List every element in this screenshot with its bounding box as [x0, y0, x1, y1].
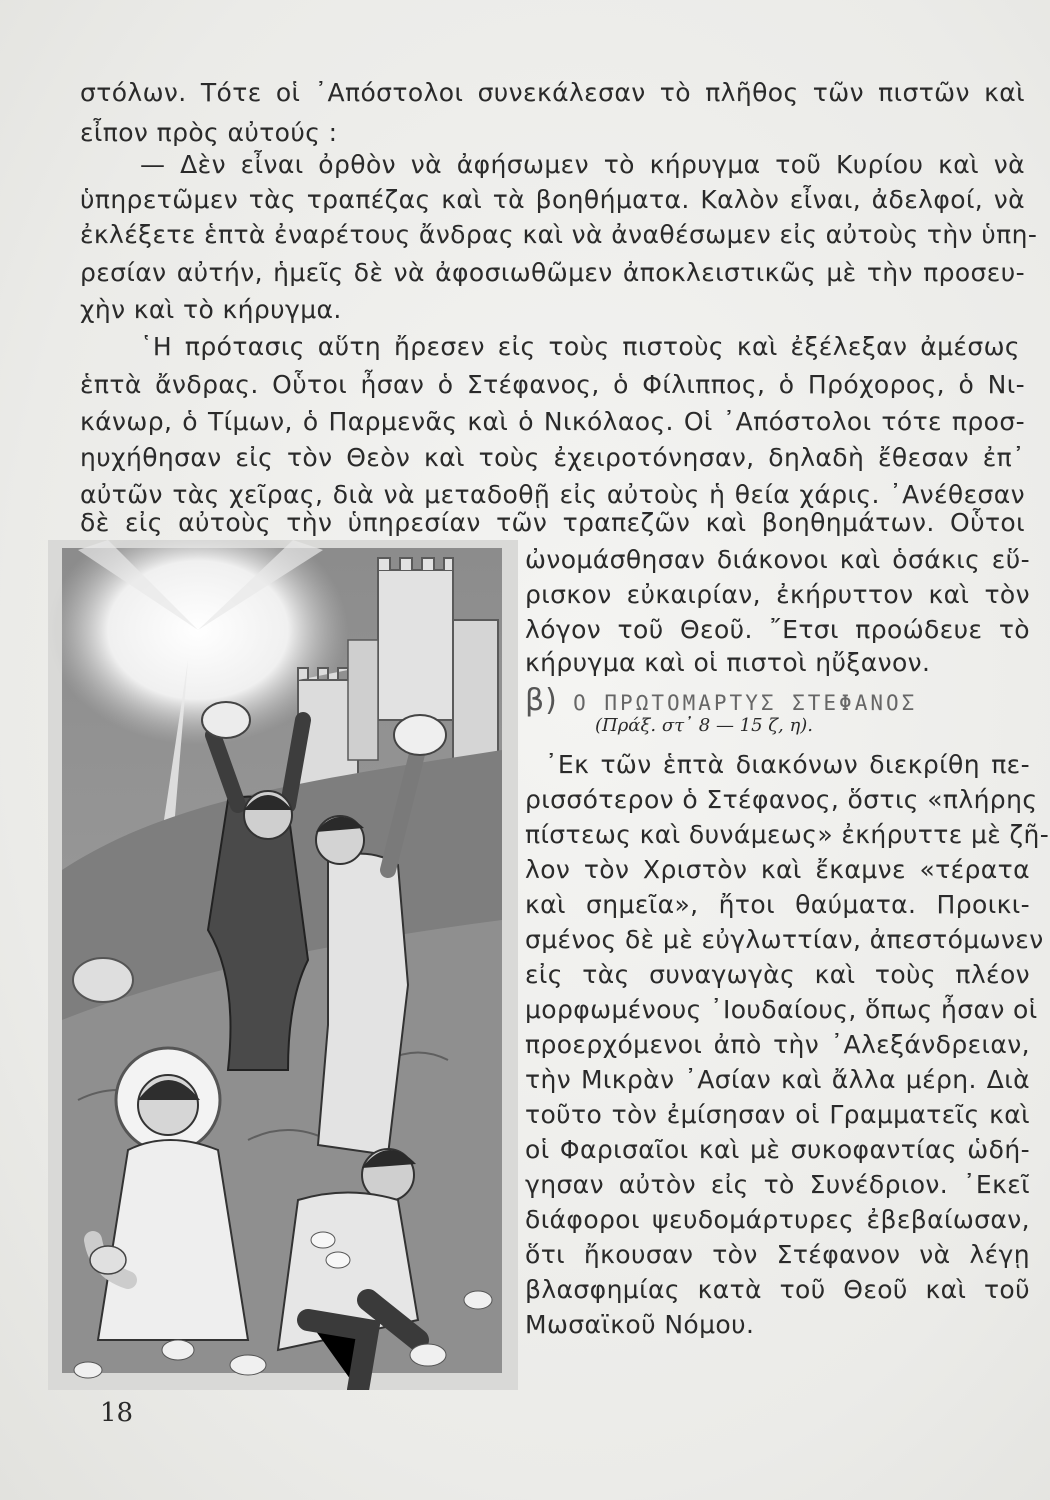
text-line: ἑπτὰ ἄνδρας. Οὗτοι ἦσαν ὁ Στέφανος, ὁ Φίλιππος, ὁ Πρόχορος, ὁ Νι-: [80, 370, 1025, 399]
text-line: ᾿Εκ τῶν ἑπτὰ διακόνων διεκρίθη πε-: [545, 750, 1030, 779]
page-number: 18: [100, 1398, 134, 1428]
text-line: γησαν αὐτὸν εἰς τὸ Συνέδριον. ᾿Εκεῖ: [525, 1170, 1030, 1199]
text-line: αὐτῶν τὰς χεῖρας, διὰ νὰ μεταδοθῇ εἰς αὐτοὺς ἡ θεία χάρις. ᾿Ανέθεσαν: [80, 480, 1025, 509]
praying-hands: [90, 1246, 126, 1274]
text-line: προερχόμενοι ἀπὸ τὴν ᾿Αλεξάνδρειαν,: [525, 1030, 1030, 1059]
text-line: μορφωμένους ᾿Ιουδαίους, ὅπως ἦσαν οἱ: [525, 995, 1038, 1024]
text-line: καὶ σημεῖα», ἤτοι θαύματα. Προικι-: [525, 890, 1030, 919]
stone: [202, 702, 250, 738]
text-line: ρισκον εὐκαιρίαν, ἐκήρυττον καὶ τὸν: [525, 580, 1030, 609]
scripture-reference: (Πράξ. στ᾿ 8 — 15 ζ, η).: [595, 715, 814, 736]
section-heading: [525, 683, 917, 718]
section-title: Ο ΠΡΩΤΟΜΑΡΤΥΣ ΣΤΕΦΑΝΟΣ: [573, 691, 918, 715]
text-line: κάνωρ, ὁ Τίμων, ὁ Παρμενᾶς καὶ ὁ Νικόλαος. Οἱ ᾿Απόστολοι τότε προσ-: [80, 407, 1025, 436]
text-line: Μωσαϊκοῦ Νόμου.: [525, 1310, 755, 1339]
text-line: ἐκλέξετε ἑπτὰ ἐναρέτους ἄνδρας καὶ νὰ ἀναθέσωμεν εἰς αὐτοὺς τὴν ὑπη-: [80, 220, 1038, 249]
text-line: δὲ εἰς αὐτοὺς τὴν ὑπηρεσίαν τῶν τραπεζῶν καὶ βοηθημάτων. Οὗτοι: [80, 508, 1025, 537]
text-line: τὴν Μικρὰν ᾿Ασίαν καὶ ἄλλα μέρη. Διὰ: [525, 1065, 1030, 1094]
text-line: ὑπηρετῶμεν τὰς τραπέζας καὶ τὰ βοηθήματα. Καλὸν εἶναι, ἀδελφοί, νὰ: [80, 185, 1025, 214]
section-letter: β): [525, 683, 558, 718]
text-line: οἱ Φαρισαῖοι καὶ μὲ συκοφαντίας ὡδή-: [525, 1135, 1030, 1164]
text-line: εἶπον πρὸς αὐτούς :: [80, 118, 338, 147]
text-line: πίστεως καὶ δυνάμεως» ἐκήρυττε μὲ ζῆ-: [525, 820, 1050, 849]
text-line: διάφοροι ψευδομάρτυρες ἐβεβαίωσαν,: [525, 1205, 1030, 1234]
text-line: στόλων. Τότε οἱ ᾿Απόστολοι συνεκάλεσαν τὸ πλῆθος τῶν πιστῶν καὶ: [80, 78, 1025, 107]
text-line: κήρυγμα καὶ οἱ πιστοὶ ηὔξανον.: [525, 648, 931, 677]
text-line: εἰς τὰς συναγωγὰς καὶ τοὺς πλέον: [525, 960, 1030, 989]
text-line: λον τὸν Χριστὸν καὶ ἔκαμνε «τέρατα: [525, 855, 1030, 884]
text-line: ηυχήθησαν εἰς τὸν Θεὸν καὶ τοὺς ἐχειροτόνησαν, δηλαδὴ ἔθεσαν ἐπ᾿: [80, 443, 1025, 472]
text-line: — Δὲν εἶναι ὀρθὸν νὰ ἀφήσωμεν τὸ κήρυγμα τοῦ Κυρίου καὶ νὰ: [140, 150, 1025, 179]
text-line: λόγον τοῦ Θεοῦ. ῎Ετσι προώδευε τὸ: [525, 615, 1030, 644]
text-line: ὅτι ἤκουσαν τὸν Στέφανον νὰ λέγῃ: [525, 1240, 1030, 1269]
text-line: βλασφημίας κατὰ τοῦ Θεοῦ καὶ τοῦ: [525, 1275, 1030, 1304]
text-line: ὠνομάσθησαν διάκονοι καὶ ὁσάκις εὕ-: [525, 545, 1030, 574]
stoning-of-stephen-illustration: [48, 540, 518, 1390]
rock: [73, 958, 133, 1002]
text-line: ρεσίαν αὐτήν, ἡμεῖς δὲ νὰ ἀφοσιωθῶμεν ἀποκλειστικῶς μὲ τὴν προσευ-: [80, 258, 1025, 287]
text-line: σμένος δὲ μὲ εὐγλωττίαν, ἀπεστόμωνεν: [525, 925, 1044, 954]
text-line: ρισσότερον ὁ Στέφανος, ὅστις «πλήρης: [525, 785, 1038, 814]
text-line: τοῦτο τὸν ἐμίσησαν οἱ Γραμματεῖς καὶ: [525, 1100, 1030, 1129]
text-line: ῾Η πρότασις αὕτη ἤρεσεν εἰς τοὺς πιστοὺς καὶ ἐξέλεξαν ἀμέσως: [140, 332, 1020, 361]
tower: [378, 570, 453, 720]
text-line: χὴν καὶ τὸ κήρυγμα.: [80, 295, 342, 324]
stone: [394, 715, 446, 755]
